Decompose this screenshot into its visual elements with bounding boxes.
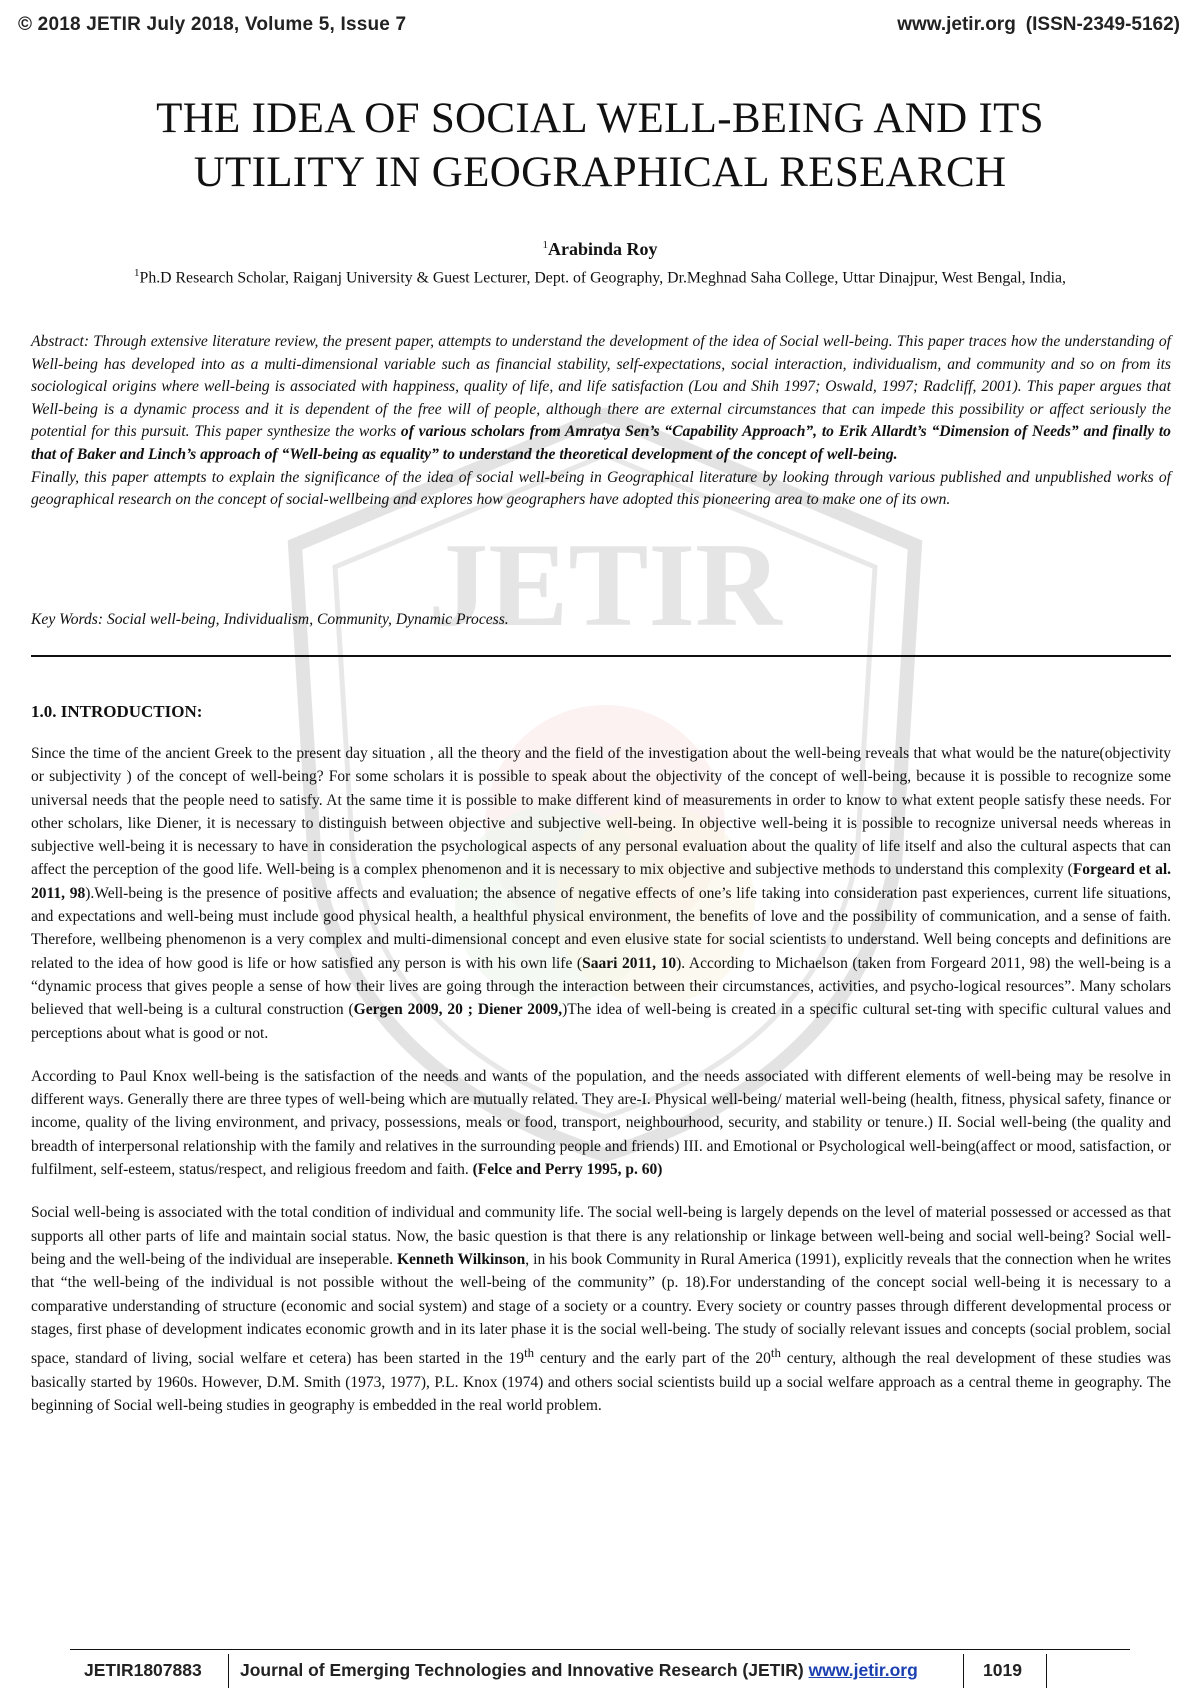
footer-separator-1	[228, 1654, 229, 1688]
author-name-text: Arabinda Roy	[547, 239, 658, 259]
abstract-paragraph-1	[31, 331, 1171, 467]
footer-site-link[interactable]: www.jetir.org	[808, 1660, 918, 1680]
section-divider	[31, 655, 1171, 657]
page-number: 1019	[983, 1660, 1022, 1680]
abstract-text-b: of various scholars from Amratya Sen’s “Capability Approach”, to Erik Allardt’s “Dimension of Needs” and finally to that of Baker and Linch’s approach of “Well-being as equality” to understand the theoretical development of the concept of well-being.	[31, 423, 1171, 463]
name-wilkinson: Kenneth Wilkinson	[396, 1250, 526, 1268]
intro-p1-text-b: ).Well-being is the presence of positive affects and evaluation; the absence of negative effects of one’s life taking into consideration past experiences, current life situations, and expectations and well-being must include good physical health, a healthful physical environment, the benefits of love and the possibility of communication, and a sense of faith. Therefore, wellbeing phenomenon is a very complex and multi-dimensional concept and even elusive state for social scientists to understand. Well being concepts and definitions are related to the idea of how good is life or how satisfied any person is with his own life (	[31, 884, 1171, 972]
footer-journal	[240, 1660, 918, 1681]
intro-p3-text-d: century, although the real development of these studies was basically started by 1960s. However, D.M. Smith (1973, 1977), P.L. Knox (1974) and others social scientists build up a social welfare approach as a central theme in geography. The beginning of Social well-being studies in geography is embedded in the real world problem.	[31, 1350, 1171, 1414]
intro-p3-text-b: , in his book Community in Rural America (1991), explicitly reveals that the connection when he writes that “the well-being of the individual is not possible without the well-being of the community” (p. 18).For understanding of the concept social well-being it is necessary to a comparative understanding of structure (economic and social system) and stage of a society or a country. Every society or country passes through different developmental process or stages, first phase of development indicates economic growth and in its later phase it is the social well-being. The study of socially relevant issues and concepts (social problem, social space, standard of living, social welfare et cetera) has been started in the 19	[31, 1250, 1171, 1368]
title-line-1: THE IDEA OF SOCIAL WELL-BEING AND ITS	[156, 95, 1044, 142]
intro-p1-text-a: Since the time of the ancient Greek to the present day situation , all the theory and the field of the investigation about the well-being reveals that what would be the nature(objectivity or subjectivity ) of the concept of well-being? For some scholars it is possible to speak about the objectivity of the concept of well-being, because it is possible to recognize some universal needs that the people need to satisfy. At the same time it is possible to make different kind of measurements in order to know to what extent people satisfy these needs. For other scholars, like Diener, it is necessary to distinguish between objective and subjective well-being. In objective well-being it is possible to recognize universal needs whereas in subjective well-being it is necessary to have in consideration the psychological aspects of any personal evaluation about the quality of life itself and also the cultural aspects that can affect the perception of the good life. Well-being is a complex phenomenon and it is necessary to mix objective and subjective methods to understand this complexity (	[31, 745, 1171, 879]
title-line-2: UTILITY IN GEOGRAPHICAL RESEARCH	[193, 149, 1007, 196]
intro-paragraph-3	[31, 1201, 1171, 1417]
page-footer	[70, 1654, 1130, 1688]
author-affiliation	[40, 262, 1160, 289]
footer-paper-code: JETIR1807883	[84, 1660, 202, 1680]
footer-journal-name: Journal of Emerging Technologies and Innovative Research (JETIR)	[240, 1660, 804, 1680]
watermark-text: JETIR	[428, 518, 782, 651]
intro-p3-text-a: Social well-being is associated with the total condition of individual and community life. The social well-being is largely depends on the level of material possessed or accessed as that supports all other parts of life and maintain social status. Now, the basic question is that there is any relationship or linkage between well-being and social well-being? Social well-being and the well-being of the individual are inseperable.	[31, 1204, 1171, 1268]
citation-gergen-diener: Gergen 2009, 20 ; Diener 2009,	[353, 1001, 563, 1019]
header-site-link[interactable]: www.jetir.org	[897, 14, 1016, 35]
abstract	[31, 331, 1171, 512]
superscript-th-2: th	[770, 1345, 781, 1361]
superscript-th-1: th	[524, 1345, 535, 1361]
paper-title	[60, 92, 1140, 200]
section-heading: 1.0. INTRODUCTION:	[31, 702, 203, 721]
header-site-issn	[897, 14, 1180, 36]
citation-forgeard: Forgeard et al. 2011, 98	[31, 861, 1171, 902]
keywords: Key Words: Social well-being, Individualism, Community, Dynamic Process.	[31, 611, 509, 628]
header-issn: (ISSN-2349-5162)	[1025, 14, 1180, 35]
abstract-label: Abstract:	[31, 333, 90, 350]
affiliation-superscript: 1	[134, 267, 140, 279]
author-name	[0, 239, 1200, 260]
abstract-paragraph-2: Finally, this paper attempts to explain the significance of the idea of social well-being in Geographical literature by looking through various published and unpublished works of geographical research on the concept of social-wellbeing and explores how geographers have adopted this pioneering area to make one of its own.	[31, 468, 1171, 509]
journal-issue-header: © 2018 JETIR July 2018, Volume 5, Issue 7	[18, 14, 407, 35]
intro-p1-text-c: ). According to Michaelson (taken from Forgeard 2011, 98) the well-being is a “dynamic process that gives people a sense of how their lives are going through the interaction between their circumstances, activities, and psycho-logical resources”. Many scholars believed that well-being is a cultural construction (	[31, 954, 1172, 1019]
citation-felce-perry: (Felce and Perry 1995, p. 60)	[472, 1161, 663, 1179]
footer-separator-3	[1046, 1654, 1047, 1688]
abstract-text-a: Through extensive literature review, the present paper, attempts to understand the development of the idea of Social well-being. This paper traces how the understanding of Well-being has developed into as a multi-dimensional variable such as financial stability, self-expectations, social interaction, individualism, and community and so on from its sociological origins where well-being is associated with happiness, quality of life, and life satisfaction (Lou and Shih 1997; Oswald, 1997; Radcliff, 2001). This paper argues that Well-being is a dynamic process and it is dependent of the free will of people, although there are external circumstances that can impede this possibility or affect seriously the potential for this pursuit. This paper synthesize the works	[31, 333, 1171, 441]
affiliation-text: Ph.D Research Scholar, Raiganj University & Guest Lecturer, Dept. of Geography, Dr.Meghnad Saha College, Uttar Dinajpur, West Bengal, India,	[139, 269, 1066, 287]
intro-p2-text: According to Paul Knox well-being is the satisfaction of the needs and wants of the population, and the needs associated with different elements of well-being may be resolve in different ways. Generally there are three types of well-being which are mutually related. They are-I. Physical well-being/ material well-being (health, fitness, physical safety, finance or income, quality of the living environment, and privacy, possessions, meals or food, transport, neighbourhood, security, and stability or tenure.) II. Social well-being (the quality and breadth of interpersonal relationship with the family and relatives in the surrounding people and friends) III. and Emotional or Psychological well-being(affect or mood, satisfaction, or fulfilment, self-esteem, status/respect, and religious freedom and faith.	[31, 1067, 1171, 1179]
intro-p1-text-d: )The idea of well-being is created in a specific cultural set-ting with specific cultural values and perceptions about what is good or not.	[31, 1001, 1171, 1042]
author-superscript: 1	[542, 239, 548, 251]
intro-paragraph-1	[31, 742, 1171, 1045]
citation-saari: Saari 2011, 10	[582, 954, 677, 972]
footer-divider	[70, 1649, 1130, 1650]
intro-p3-text-c: century and the early part of the 20	[534, 1350, 771, 1368]
introduction-body	[31, 742, 1171, 1417]
intro-paragraph-2	[31, 1065, 1171, 1181]
footer-separator-2	[963, 1654, 964, 1688]
